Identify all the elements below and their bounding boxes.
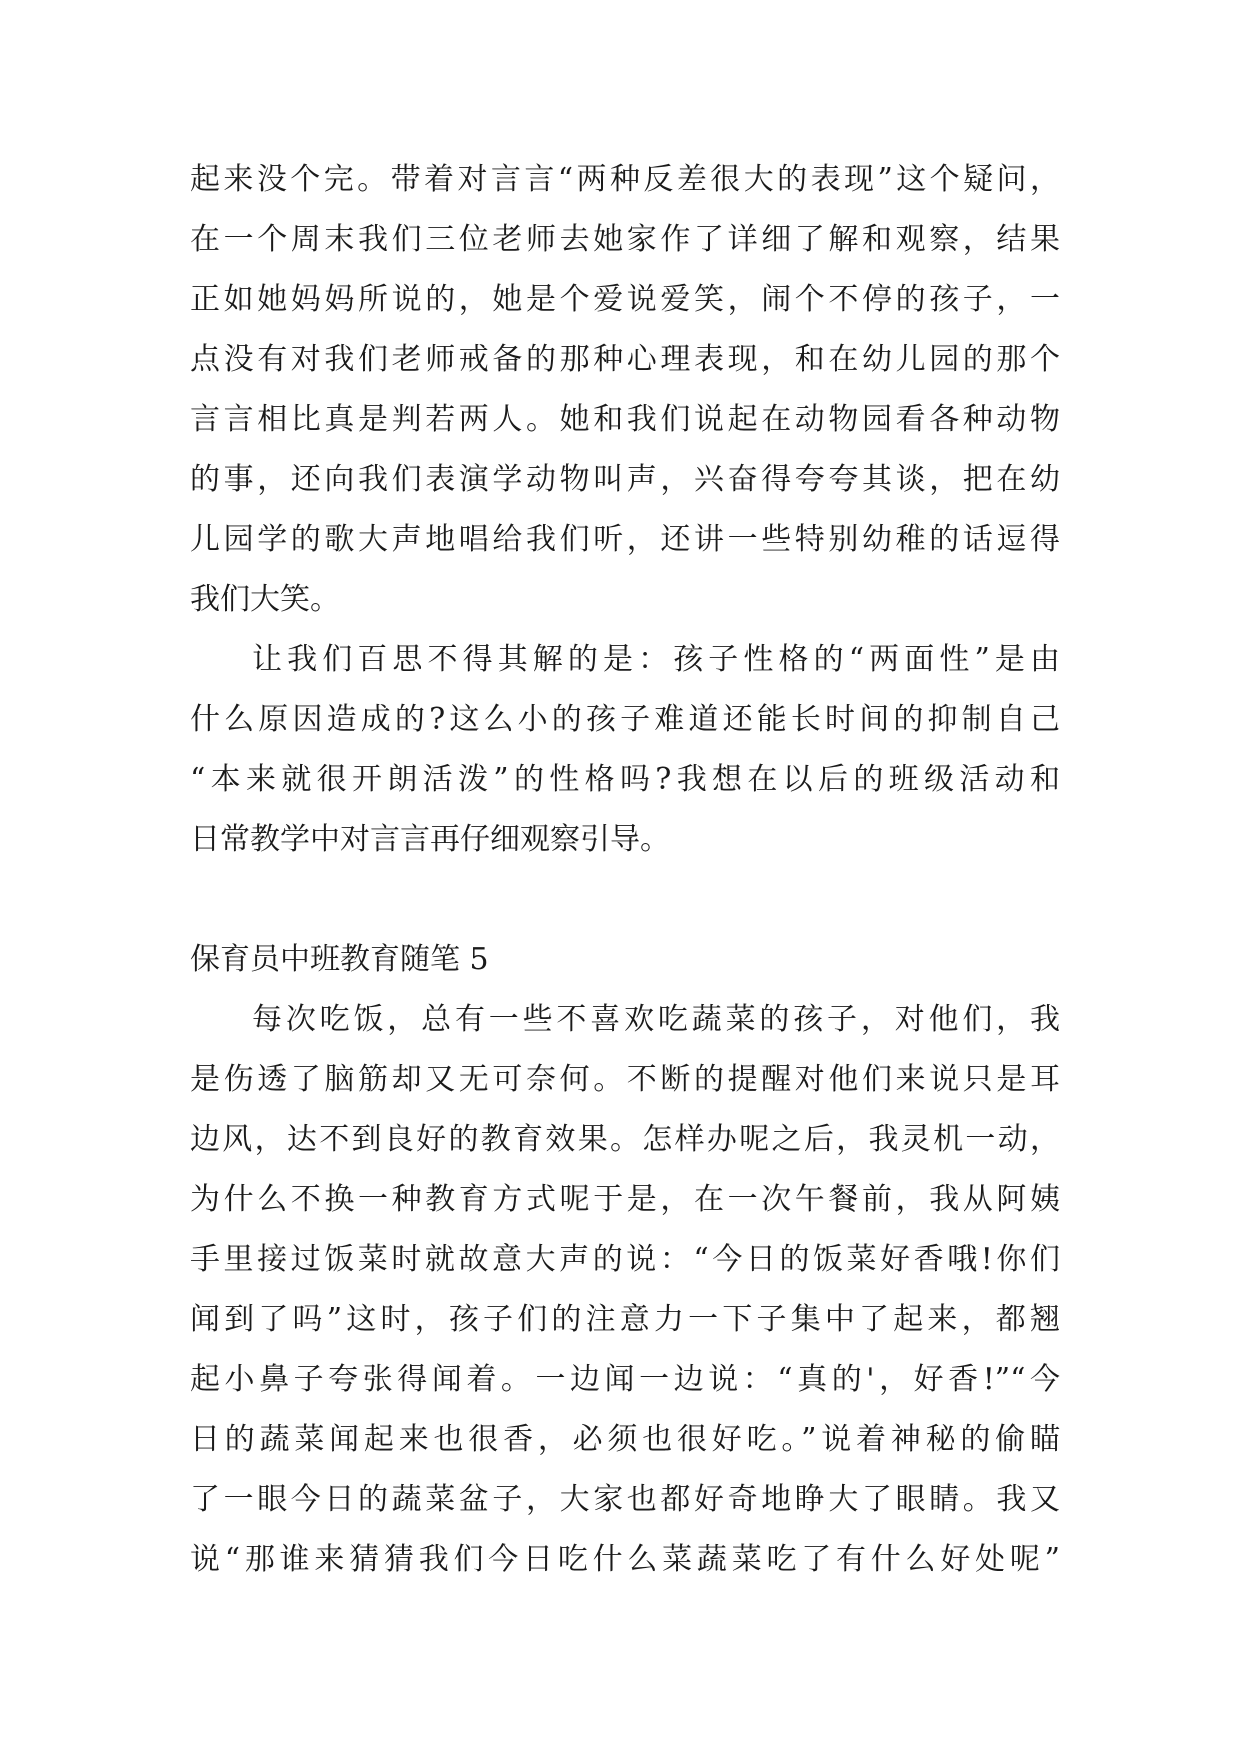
paragraph-essay-5 <box>190 990 1060 1590</box>
text-line: 了一眼今日的蔬菜盆子，大家也都好奇地睁大了眼睛。我又 <box>190 1482 1060 1517</box>
text-line: 边风，达不到良好的教育效果。怎样办呢之后，我灵机一动， <box>190 1122 1060 1157</box>
text-line: 的事，还向我们表演学动物叫声，兴奋得夸夸其谈，把在幼 <box>190 462 1060 497</box>
text-line: 日的蔬菜闻起来也很香，必须也很好吃。”说着神秘的偷瞄 <box>190 1422 1060 1457</box>
paragraph-reflection <box>190 630 1060 870</box>
text-line: 让我们百思不得其解的是：孩子性格的“两面性”是由 <box>252 642 1060 677</box>
text-line: 日常教学中对言言再仔细观察引导。 <box>190 822 670 857</box>
text-line: 起小鼻子夸张得闻着。一边闻一边说：“真的'，好香!”“今 <box>190 1362 1060 1397</box>
text-line: 什么原因造成的?这么小的孩子难道还能长时间的抑制自己 <box>190 702 1060 737</box>
text-line: 在一个周末我们三位老师去她家作了详细了解和观察，结果 <box>190 222 1060 257</box>
text-line: “本来就很开朗活泼”的性格吗?我想在以后的班级活动和 <box>190 762 1060 797</box>
text-line: 每次吃饭，总有一些不喜欢吃蔬菜的孩子，对他们，我 <box>252 1002 1060 1037</box>
text-line: 手里接过饭菜时就故意大声的说：“今日的饭菜好香哦!你们 <box>190 1242 1060 1277</box>
text-line: 言言相比真是判若两人。她和我们说起在动物园看各种动物 <box>190 402 1060 437</box>
text-column <box>190 150 1060 1590</box>
text-line: 闻到了吗”这时，孩子们的注意力一下子集中了起来，都翘 <box>190 1302 1060 1337</box>
text-line: 起来没个完。带着对言言“两种反差很大的表现”这个疑问， <box>190 162 1060 197</box>
text-line: 正如她妈妈所说的，她是个爱说爱笑，闹个不停的孩子，一 <box>190 282 1060 317</box>
text-line: 说“那谁来猜猜我们今日吃什么菜蔬菜吃了有什么好处呢” <box>190 1542 1060 1577</box>
paragraph-continued <box>190 150 1060 630</box>
text-line: 是伤透了脑筋却又无可奈何。不断的提醒对他们来说只是耳 <box>190 1062 1060 1097</box>
text-line: 儿园学的歌大声地唱给我们听，还讲一些特别幼稚的话逗得 <box>190 522 1060 557</box>
text-line: 为什么不换一种教育方式呢于是，在一次午餐前，我从阿姨 <box>190 1182 1060 1217</box>
text-line: 我们大笑。 <box>190 582 340 617</box>
paragraph-gap <box>190 870 1060 930</box>
text-line: 点没有对我们老师戒备的那种心理表现，和在幼儿园的那个 <box>190 342 1060 377</box>
section-heading: 保育员中班教育随笔 5 <box>190 942 489 977</box>
